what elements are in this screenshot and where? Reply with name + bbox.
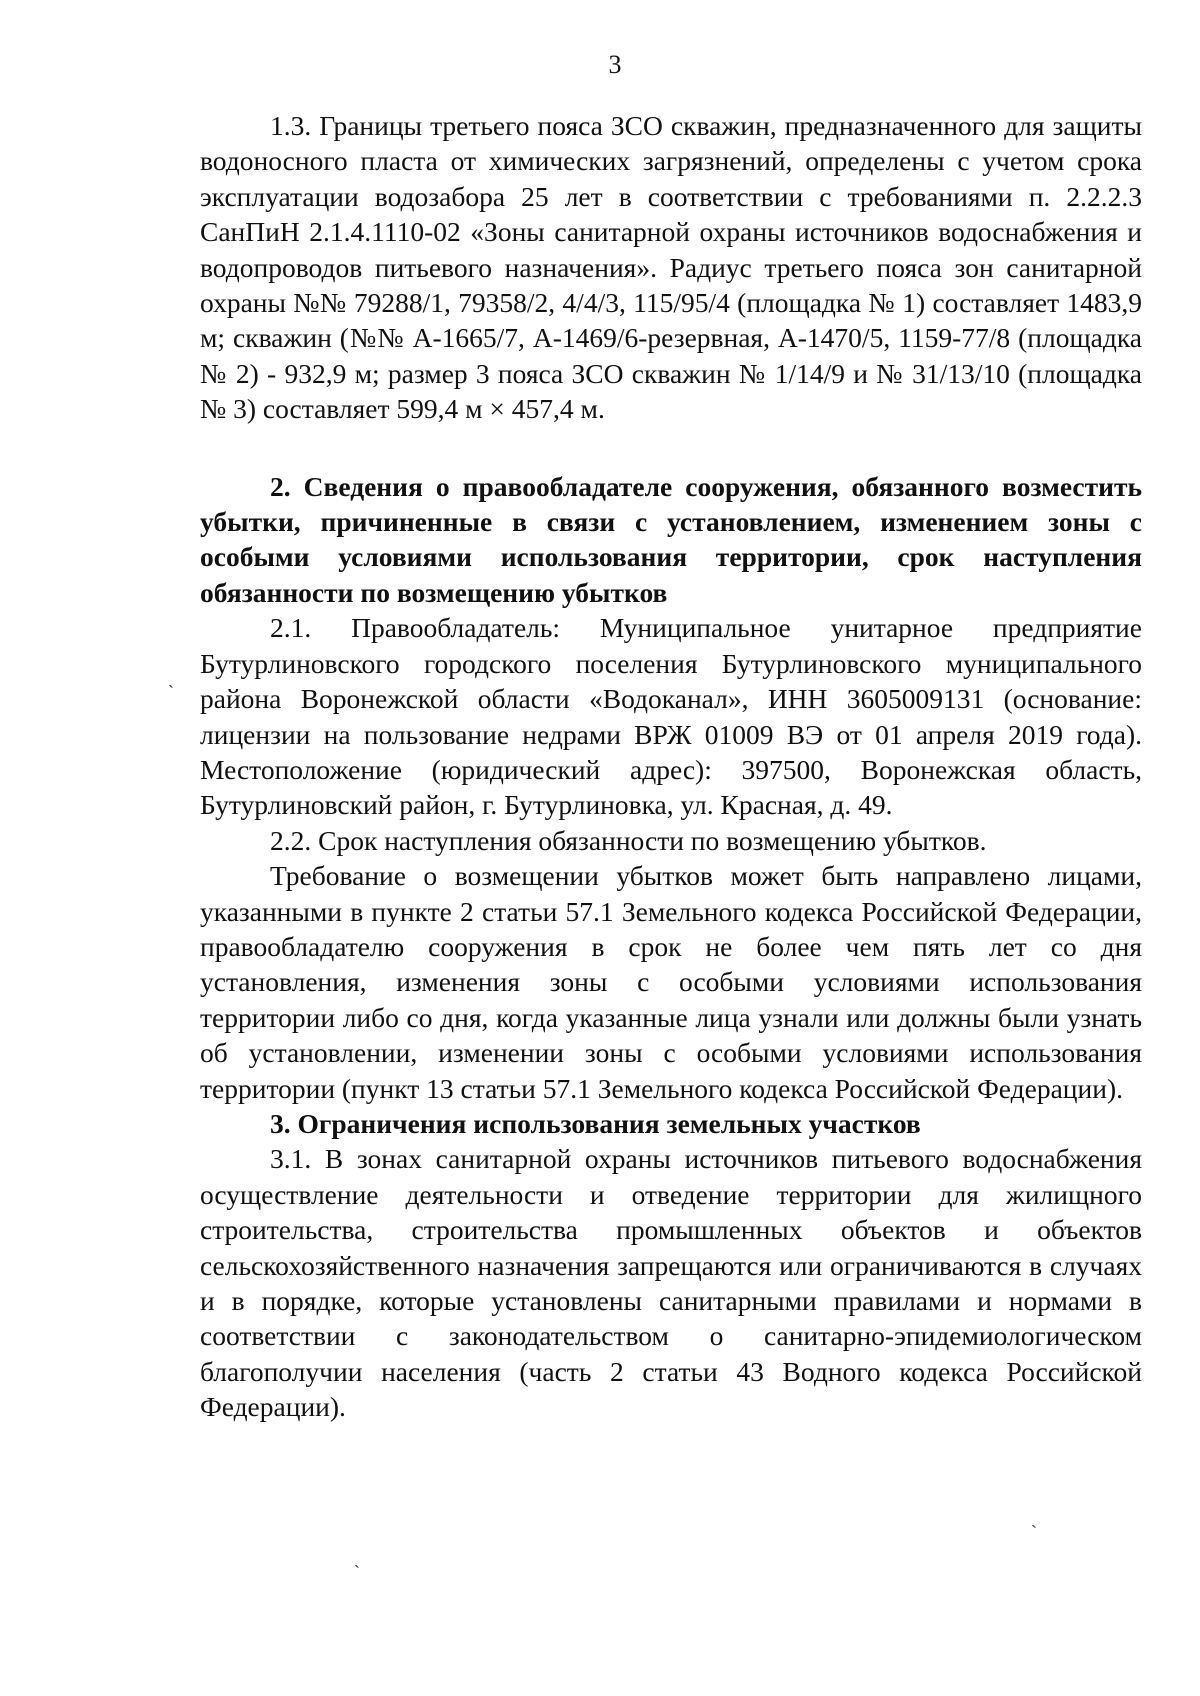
paragraph-2-1: 2.1. Правообладатель: Муниципальное унитарное предприятие Бутурлиновского городского поселения Бутурлиновского муниципального района Воронежской области «Водоканал», ИНН 3605009131 (основание: лицензии на пользование недрами ВРЖ 01009 ВЭ от 01 апреля 2019 года). Местоположение (юридический адрес): 397500, Воронежская область, Бутурлиновский район, г. Бутурлиновка, ул. Красная, д. 49.: [200, 612, 1142, 821]
document-body: [200, 108, 1142, 1425]
paragraph-2-2-text: Требование о возмещении убытков может быть направлено лицами, указанными в пункте 2 статьи 57.1 Земельного кодекса Российской Федерации, правообладателю сооружения в срок не более чем пять лет со дня установления, изменения зоны с особыми условиями использования территории либо со дня, когда указанные лица узнали или должны были узнать об установлении, изменении зоны с особыми условиями использования территории (пункт 13 статьи 57.1 Земельного кодекса Российской Федерации).: [200, 860, 1142, 1104]
section-2-heading: 2. Сведения о правообладателе сооружения, обязанного возместить убытки, причиненные в связи с установлением, изменением зоны с особыми условиями использования территории, срок наступления обязанности по возмещению убытков: [200, 470, 1142, 608]
scan-mark: ˋ: [1031, 1522, 1037, 1542]
scan-mark: ˎ: [168, 668, 174, 688]
paragraph-3-1: 3.1. В зонах санитарной охраны источников питьевого водоснабжения осуществление деятельности и отведение территории для жилищного строительства, строительства промышленных объектов и объектов сельскохозяйственного назначения запрещаются или ограничиваются в случаях и в порядке, которые установлены санитарными правилами и нормами в соответствии с законодательством о санитарно-эпидемиологическом благополучии населения (часть 2 статьи 43 Водного кодекса Российской Федерации).: [200, 1143, 1142, 1423]
paragraph-2-2: 2.2. Срок наступления обязанности по возмещению убытков.: [270, 824, 987, 856]
scan-mark: ˏ: [354, 1548, 360, 1568]
section-3-heading: 3. Ограничения использования земельных участков: [270, 1107, 921, 1139]
paragraph-1-3: 1.3. Границы третьего пояса ЗСО скважин, предназначенного для защиты водоносного пласта от химических загрязнений, определены с учетом срока эксплуатации водозабора 25 лет в соответствии с требованиями п. 2.2.2.3 СанПиН 2.1.4.1110-02 «Зоны санитарной охраны источников водоснабжения и водопроводов питьевого назначения». Радиус третьего пояса зон санитарной охраны №№ 79288/1, 79358/2, 4/4/3, 115/95/4 (площадка № 1) составляет 1483,9 м; скважин (№№ А-1665/7, А-1469/6-резервная, А-1470/5, 1159-77/8 (площадка № 2) - 932,9 м; размер 3 пояса ЗСО скважин № 1/14/9 и № 31/13/10 (площадка № 3) составляет 599,4 м × 457,4 м.: [200, 110, 1142, 425]
page-number: 3: [608, 50, 622, 79]
